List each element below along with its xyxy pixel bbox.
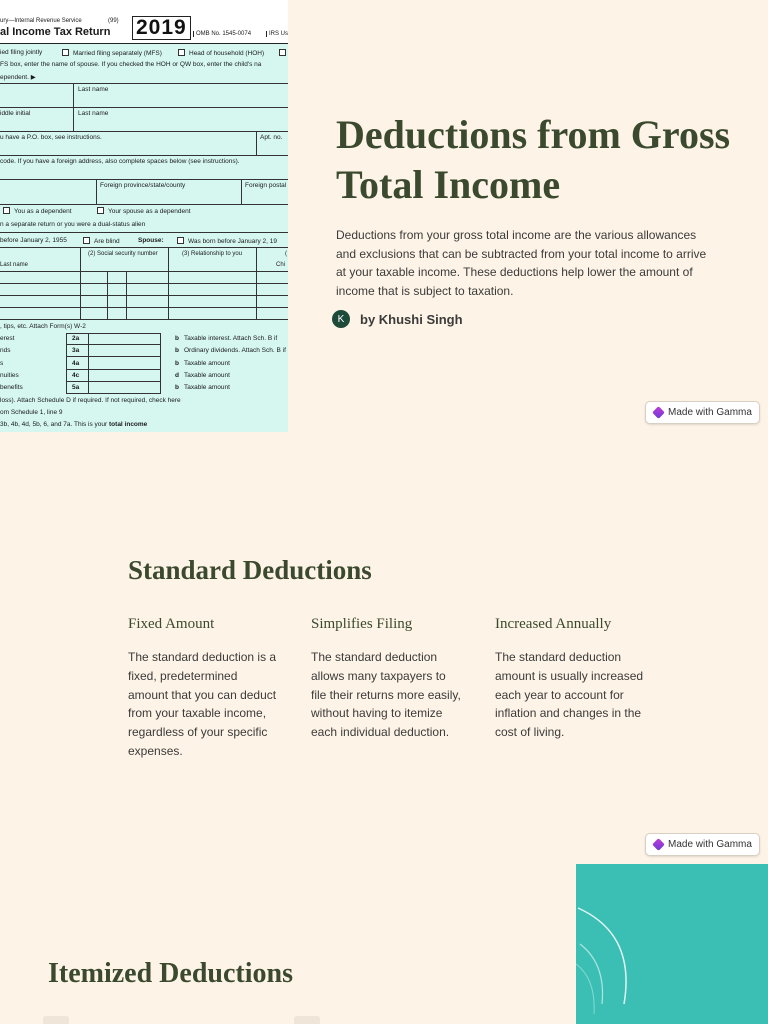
card-text: The standard deduction amount is usually increased each year to account for inflation and changes in the cost of living. — [495, 650, 644, 740]
decorative-image — [576, 864, 768, 1024]
gamma-logo-icon — [652, 406, 665, 419]
form-row-divider — [66, 344, 161, 345]
form-dept: ury—Internal Revenue Service — [0, 18, 82, 24]
form-row-tag: 4a — [72, 360, 80, 367]
form-row-right-tag: b — [175, 347, 179, 354]
form-row-tag: 3a — [72, 347, 80, 354]
form-apt: Apt. no. — [260, 134, 283, 141]
form-row-divider — [66, 356, 161, 357]
form-col-ssn: (2) Social security number — [88, 251, 158, 257]
gamma-logo-icon — [652, 838, 665, 851]
card-simplifies-filing — [311, 616, 461, 742]
form-po-box: u have a P.O. box, see instructions. — [0, 134, 102, 141]
section-title-standard: Standard Deductions — [128, 555, 372, 585]
form-year: 2019 — [132, 16, 191, 40]
card-text: The standard deduction is a fixed, predetermined amount that you can deduct from your taxable income, regardless of your specific expenses. — [128, 650, 277, 758]
form-total-line: 3b, 4b, 4d, 5b, 6, and 7a. This is your total income — [0, 421, 148, 428]
form-row-left: nds — [0, 347, 11, 354]
card-increased-annually — [495, 616, 645, 742]
form-col-last: Last name — [0, 262, 29, 268]
form-num99: (99) — [108, 18, 119, 24]
author-byline — [332, 310, 463, 328]
form-row-right-tag: b — [175, 335, 179, 342]
form-row-right: Taxable amount — [184, 372, 230, 379]
form-row-left: s — [0, 360, 4, 367]
checkbox-icon — [3, 207, 10, 214]
checkbox-icon — [177, 237, 184, 244]
form-mfs-note: FS box, enter the name of spouse. If you checked the HOH or QW box, enter the child's na — [0, 61, 262, 68]
form-header — [0, 0, 288, 44]
card-heading: Increased Annually — [495, 616, 612, 632]
form-row-left: erest — [0, 335, 15, 342]
form-are-blind: Are blind — [83, 237, 120, 245]
badge-label: Made with Gamma — [668, 407, 752, 418]
form-you-dependent: You as a dependent — [3, 207, 72, 215]
form-row-divider — [66, 369, 161, 370]
form-row-left: benefits — [0, 384, 23, 391]
form-row-left: nuities — [0, 372, 19, 379]
form-row-right: Taxable amount — [184, 384, 230, 391]
form-row-tag: 2a — [72, 335, 80, 342]
form-row-right-tag: b — [175, 384, 179, 391]
form-born-before: before January 2, 1955 — [0, 237, 67, 244]
slide-deductions-intro — [0, 0, 768, 432]
form-was-born: Was born before January 2, 19 — [177, 237, 277, 245]
form-row-divider — [66, 393, 161, 394]
section-title-itemized: Itemized Deductions — [48, 958, 293, 989]
form-schedule1: om Schedule 1, line 9 — [0, 409, 63, 416]
intro-description: Deductions from your gross total income are the various allowances and exclusions that can be subtracted from your total income to arrive at your taxable income. These deductions help lower the amount of income that is subject to taxation. — [336, 228, 707, 298]
form-loss: loss). Attach Schedule D if required. If not required, check here — [0, 397, 181, 404]
arc-decoration-icon — [576, 864, 768, 1024]
form-foreign-note: code. If you have a foreign address, also complete spaces below (see instructions). — [0, 158, 240, 165]
form-row-tag: 5a — [72, 384, 80, 391]
made-with-gamma-button[interactable] — [645, 833, 760, 856]
card-edge — [294, 1016, 320, 1024]
checkbox-icon — [178, 49, 185, 56]
card-edge — [43, 1016, 69, 1024]
checkbox-icon — [62, 49, 69, 56]
form-filing-separately: Married filing separately (MFS) — [62, 49, 162, 57]
form-row-right: Ordinary dividends. Attach Sch. B if — [184, 347, 286, 354]
form-foreign-postal: Foreign postal — [245, 182, 287, 189]
form-spouse-dependent: Your spouse as a dependent — [97, 207, 191, 215]
form-foreign-province: Foreign province/state/county — [100, 182, 186, 189]
form-filing-jointly: ied filing jointly — [0, 49, 43, 56]
form-dual-status: n a separate return or you were a dual-status alien — [0, 221, 146, 228]
form-row-right: Taxable amount — [184, 360, 230, 367]
form-row-right-tag: d — [175, 372, 179, 379]
badge-label: Made with Gamma — [668, 839, 752, 850]
form-row-right: Taxable interest. Attach Sch. B if — [184, 335, 278, 342]
form-omb: OMB No. 1545-0074 — [193, 31, 251, 37]
form-w2: , tips, etc. Attach Form(s) W-2 — [0, 323, 86, 330]
form-row-tag: 4c — [72, 372, 80, 379]
form-spouse-label: Spouse: — [138, 237, 164, 244]
tax-form-image — [0, 0, 288, 432]
form-row-divider — [66, 381, 161, 382]
form-col-rel: (3) Relationship to you — [182, 251, 243, 257]
form-row-right-tag: b — [175, 360, 179, 367]
form-irs: IRS Us — [266, 31, 288, 37]
form-head-household: Head of household (HOH) — [178, 49, 264, 57]
card-text: The standard deduction allows many taxpayers to file their returns more easily, without having to itemize each individual deduction. — [311, 650, 461, 740]
form-last-name-1: Last name — [78, 86, 109, 93]
made-with-gamma-button[interactable] — [645, 401, 760, 424]
card-fixed-amount — [128, 616, 278, 761]
checkbox-icon — [97, 207, 104, 214]
card-heading: Fixed Amount — [128, 616, 215, 632]
checkbox-icon — [279, 49, 286, 56]
checkbox-icon — [83, 237, 90, 244]
form-last-name-2: Last name — [78, 110, 109, 117]
form-middle-initial: iddle initial — [0, 110, 31, 117]
card-heading: Simplifies Filing — [311, 616, 413, 632]
avatar: K — [332, 310, 350, 328]
form-col-child: Chi — [276, 262, 286, 268]
form-col-4: ( — [285, 251, 287, 257]
form-checkbox-extra — [279, 49, 288, 57]
author-name: by Khushi Singh — [360, 311, 463, 327]
form-title: al Income Tax Return — [0, 26, 111, 38]
page-title: Deductions from Gross Total Income — [336, 112, 731, 207]
form-dependent: ependent. ▶ — [0, 74, 36, 81]
